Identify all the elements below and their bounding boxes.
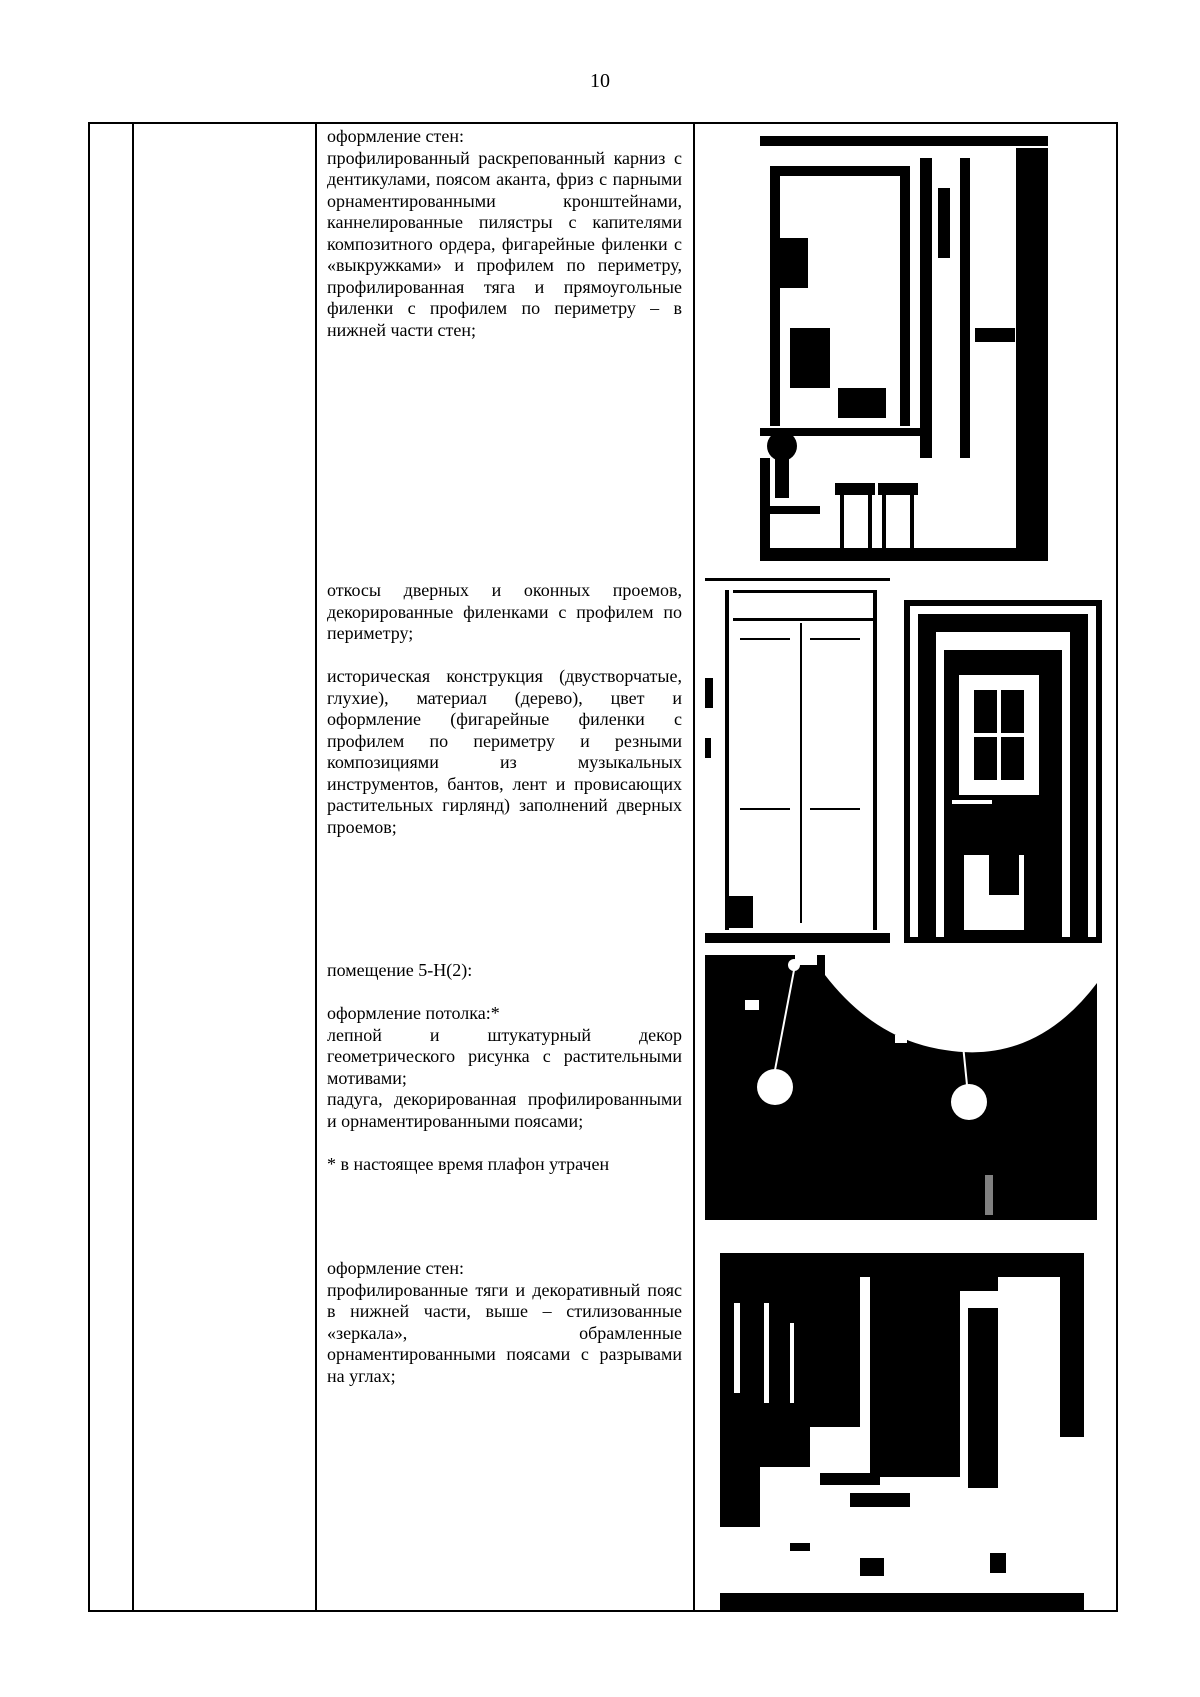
paragraph-walls-mirrors: профилированные тяги и декоративный пояс в нижней части, выше – стилизованные «зеркала», обрамленные орнаментированными поясами с разрывами на углах; xyxy=(327,1279,682,1386)
column-divider-2 xyxy=(315,124,317,1610)
description-room-5n2 xyxy=(327,960,682,1175)
description-walls-2 xyxy=(327,1258,682,1387)
photo-wall-mirrors xyxy=(720,1253,1084,1610)
photo-doorway xyxy=(904,600,1102,943)
column-divider-3 xyxy=(693,124,695,1610)
photo-door-double xyxy=(705,578,890,943)
footnote-plafond-lost: * в настоящее время плафон утрачен xyxy=(327,1153,610,1174)
description-doors xyxy=(327,580,682,838)
heading-walls: оформление стен: xyxy=(327,126,464,146)
paragraph-reveals: откосы дверных и оконных проемов, декорированные филенками с профилем по периметру; xyxy=(327,580,682,643)
description-walls-1 xyxy=(327,126,682,341)
paragraph-walls-decor: профилированный раскрепованный карниз с дентикулами, поясом аканта, фриз с парными орнаментированными кронштейнами, каннелированные пилястры с капителями композитного ордера, фигарейные филенки с «выкружками» и профилем по периметру, профилированная тяга и прямоугольные филенки с профилем по периметру – в нижней части стен; xyxy=(327,147,682,340)
photo-ceiling xyxy=(705,955,1097,1220)
page-number: 10 xyxy=(590,70,610,92)
paragraph-door-construction: историческая конструкция (двустворчатые, глухие), материал (дерево), цвет и оформление (фигарейные филенки с профилем по периметру и резными композициями из музыкальных инструментов, бантов, лент и провисающих растительных гирлянд) заполнений дверных проемов; xyxy=(327,666,682,837)
room-title: помещение 5-Н(2): xyxy=(327,960,473,980)
photo-wall-pilasters xyxy=(760,128,1048,561)
heading-walls-2: оформление стен: xyxy=(327,1258,464,1278)
paragraph-cove: падуга, декорированная профилированными и орнаментированными поясами; xyxy=(327,1089,682,1131)
paragraph-ceiling-decor: лепной и штукатурный декор геометрического рисунка с растительными мотивами; xyxy=(327,1024,682,1088)
column-divider-1 xyxy=(132,124,134,1610)
heading-ceiling: оформление потолка:* xyxy=(327,1003,500,1023)
